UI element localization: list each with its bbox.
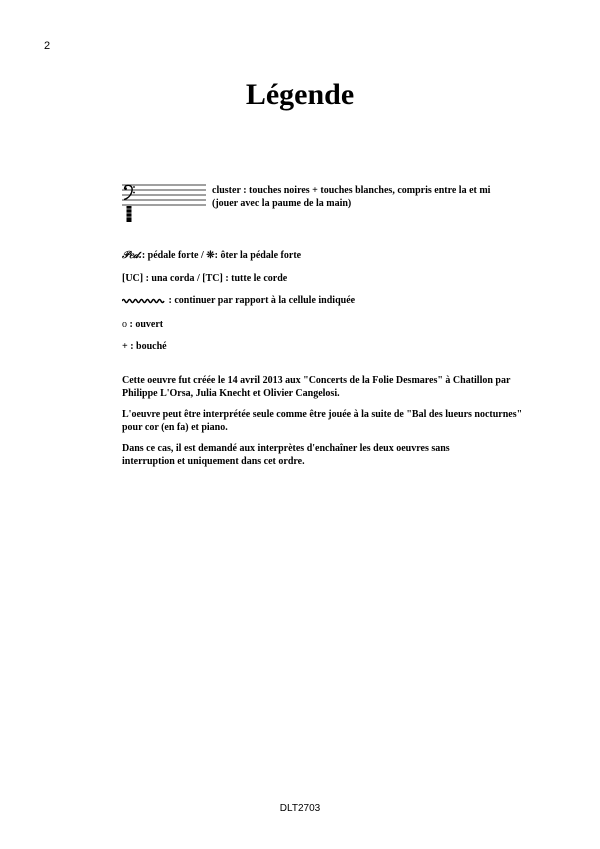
legend-open: [122, 318, 163, 331]
bass-staff-cluster: [122, 182, 206, 224]
legend-corda: [122, 272, 287, 285]
cluster-text-line2: (jouer avec la paume de la main): [212, 198, 352, 209]
legend-continue: [122, 294, 355, 307]
paragraph-sequence: Dans ce cas, il est demandé aux interprètes d'enchaîner les deux oeuvres sans interruption et uniquement dans cet ordre.: [122, 443, 450, 467]
bass-clef-icon: [124, 185, 135, 199]
staff-lines: [122, 185, 206, 205]
page-title: Légende: [245, 78, 355, 111]
cluster-text-line1: cluster : touches noires + touches blanches, compris entre la et mi: [212, 185, 491, 196]
open-text: : ouvert: [129, 319, 164, 330]
stopped-text: : bouché: [130, 341, 167, 352]
pedal-text: : pédale forte / ❊: ôter la pédale forte: [141, 250, 302, 261]
cluster-icon: [126, 206, 133, 222]
paragraph-performance: L'oeuvre peut être interprétée seule comme être jouée à la suite de "Bal des lueurs nocturnes" pour cor (en fa) et piano.: [122, 409, 523, 433]
pedal-icon: 𝒫𝑒𝒹.: [122, 250, 142, 262]
cluster-description: [212, 184, 532, 210]
stopped-symbol: +: [122, 341, 128, 352]
page-number: 2: [44, 40, 51, 52]
footer-catalog-number: DLT2703: [279, 803, 321, 814]
wavy-line-icon: [122, 297, 166, 305]
legend-stopped: [122, 340, 167, 353]
continue-text: : continuer par rapport à la cellule indiquée: [168, 295, 356, 306]
corda-text: [UC] : una corda / [TC] : tutte le corde: [122, 273, 288, 284]
paragraph-premiere: Cette oeuvre fut créée le 14 avril 2013 aux "Concerts de la Folie Desmares" à Chatillon par Philippe L'Orsa, Julia Knecht et Olivier Cangelosi.: [122, 375, 511, 399]
legend-pedal: [122, 249, 301, 262]
open-symbol: o: [122, 319, 127, 330]
